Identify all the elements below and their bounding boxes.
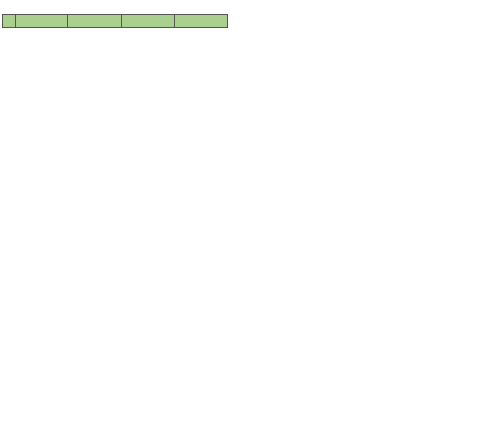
col-dam-sire (122, 15, 175, 28)
col-sire (68, 15, 122, 28)
col-dam-dam-sire (175, 15, 228, 28)
col-horse (16, 15, 68, 28)
col-num (3, 15, 16, 28)
entries-header-row (3, 15, 228, 28)
entries-table (2, 14, 228, 28)
